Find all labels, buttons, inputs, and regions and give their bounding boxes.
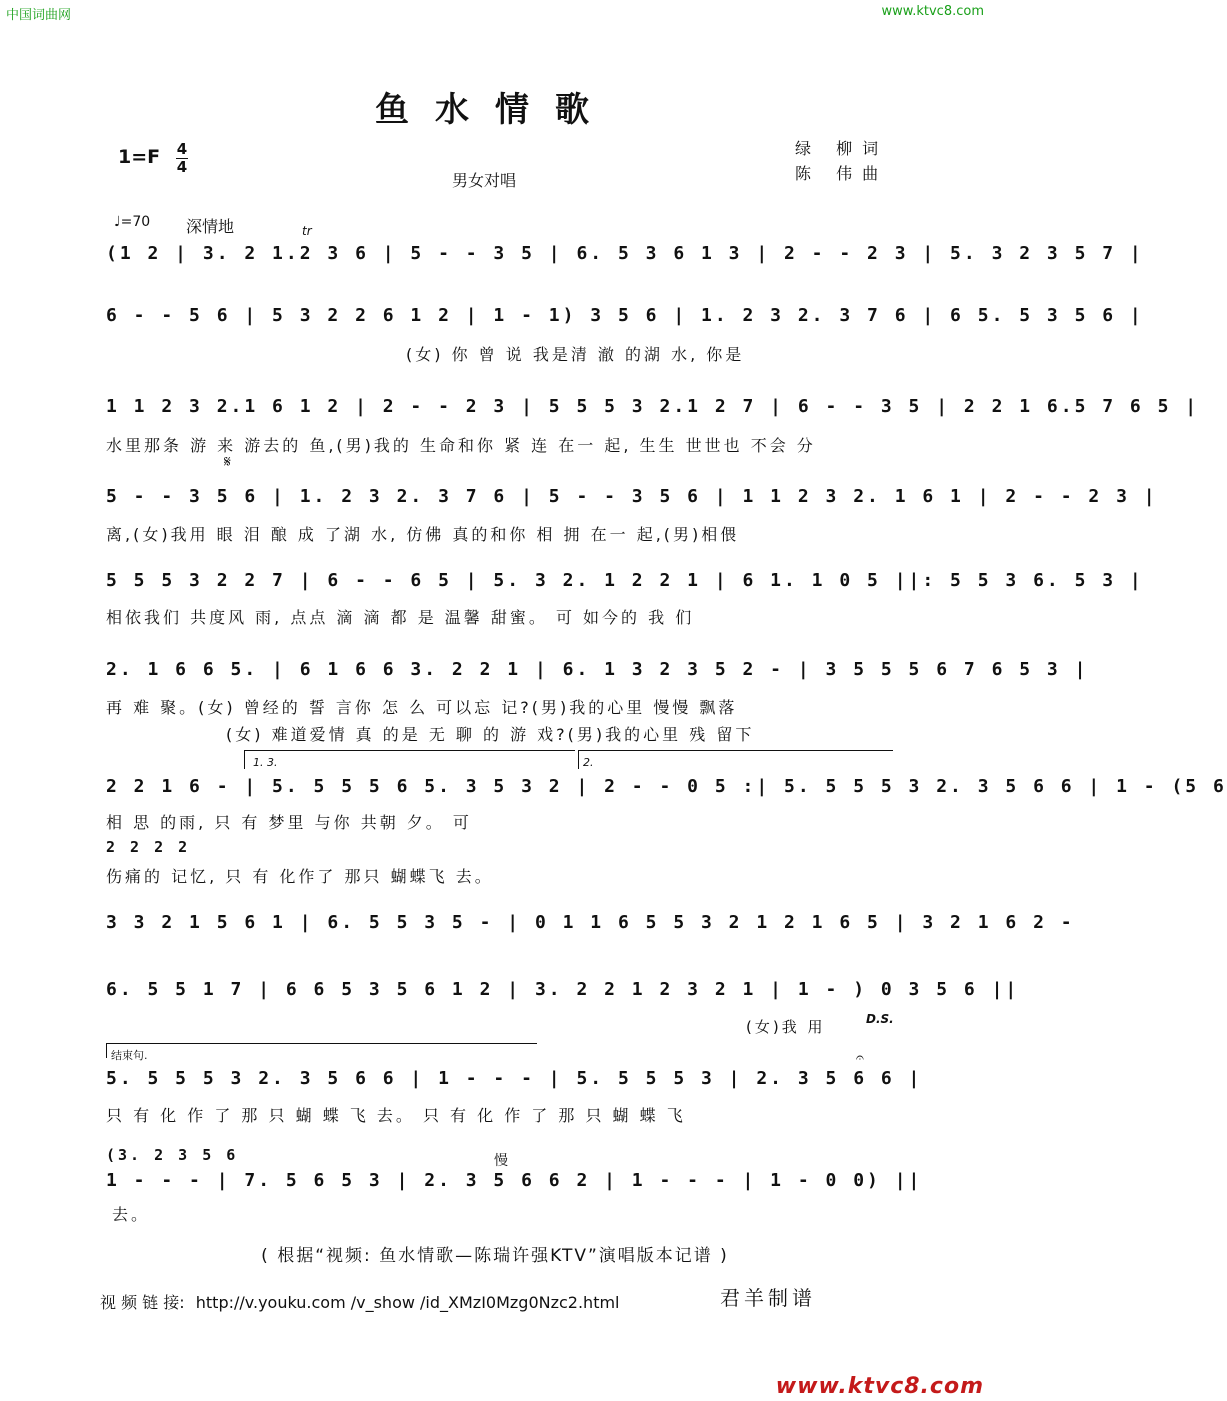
performance-note: 男女对唱 — [452, 171, 517, 190]
time-bottom: 4 — [176, 158, 188, 176]
site-name-left[interactable]: 中国词曲网 — [6, 8, 72, 23]
staff-row-9: 6. 5 5 1 7 | 6 6 5 3 5 6 1 2 | 3. 2 2 1 2 3 2 1 | 1 - ) 0 3 5 6 || — [106, 979, 1020, 1000]
transcription-note: ( 根据“视频: 鱼水情歌—陈瑞许强KTV”演唱版本记谱 ) — [261, 1246, 729, 1266]
staff-row-1: (1 2 | 3. 2 1.2 3 6 | 5 - - 3 5 | 6. 5 3 6 1 3 | 2 - - 2 3 | 5. 3 2 3 5 7 | — [106, 243, 1144, 264]
lyric-row-5: 相依我们 共度风 雨, 点点 滴 滴 都 是 温馨 甜蜜。 可 如今的 我 们 — [106, 608, 695, 627]
lyric-row-10: 只 有 化 作 了 那 只 蝴 蝶 飞 去。 只 有 化 作 了 那 只 蝴 蝶 飞 — [106, 1106, 686, 1125]
site-name-right[interactable]: www.ktvc8.com — [881, 4, 984, 19]
staff-row-6: 2. 1 6 6 5. | 6 1 6 6 3. 2 2 1 | 6. 1 3 2 3 5 2 - | 3 5 5 5 6 7 6 5 3 | — [106, 659, 1089, 680]
lyric-row-7b: 伤痛的 记忆, 只 有 化作了 那只 蝴蝶飞 去。 — [106, 867, 494, 886]
segno-mark: 𝄋 — [224, 452, 231, 471]
ending-phrase-label: 结束句. — [111, 1049, 148, 1062]
lyric-row-4: 离,(女)我用 眼 泪 酿 成 了湖 水, 仿佛 真的和你 相 拥 在一 起,(男)相偎 — [106, 525, 740, 544]
song-title: 鱼水情歌 — [375, 90, 615, 130]
lyric-row-6a: 再 难 聚。(女) 曾经的 誓 言你 怎 么 可以忘 记?(男)我的心里 慢慢 飘落 — [106, 698, 738, 717]
ending-phrase-bracket — [106, 1043, 537, 1062]
second-ending-label: 2. — [583, 756, 594, 769]
staff-row-3: 1 1 2 3 2.1 6 1 2 | 2 - - 2 3 | 5 5 5 3 2.1 2 7 | 6 - - 3 5 | 2 2 1 6.5 7 6 5 | — [106, 396, 1200, 417]
site-logo[interactable]: www.ktvc8.com — [775, 1374, 984, 1399]
ds-mark: D.S. — [866, 1012, 894, 1026]
staff-row-4: 5 - - 3 5 6 | 1. 2 3 2. 3 7 6 | 5 - - 3 5 6 | 1 1 2 3 2. 1 6 1 | 2 - - 2 3 | — [106, 486, 1158, 507]
lyric-row-3: 水里那条 游 来 游去的 鱼,(男)我的 生命和你 紧 连 在一 起, 生生 世世也 不会 分 — [106, 436, 816, 455]
second-ending-bracket — [578, 750, 893, 769]
video-link-url[interactable]: http://v.youku.com /v_show /id_XMzI0Mzg0Nzc2.html — [195, 1293, 620, 1312]
staff-row-7: 2 2 1 6 - | 5. 5 5 5 6 5. 3 5 3 2 | 2 - - 0 5 :| 5. 5 5 5 3 2. 3 5 6 6 | 1 - (5 6 — [106, 776, 1227, 797]
slow-mark: 慢 — [494, 1153, 508, 1169]
composer: 陈 伟曲 — [795, 164, 889, 183]
lyric-row-7-notes: 2 2 2 2 — [106, 838, 191, 856]
staff-row-5: 5 5 5 3 2 2 7 | 6 - - 6 5 | 5. 3 2. 1 2 2 1 | 6 1. 1 0 5 ||: 5 5 3 6. 5 3 | — [106, 570, 1144, 591]
time-signature — [176, 142, 188, 175]
lyric-row-9: (女)我 用 — [746, 1018, 826, 1036]
alt-notes-row-11: (3. 2 3 5 6 — [106, 1146, 239, 1164]
time-top: 4 — [176, 140, 188, 158]
staff-row-2: 6 - - 5 6 | 5 3 2 2 6 1 2 | 1 - 1) 3 5 6 | 1. 2 3 2. 3 7 6 | 6 5. 5 3 5 6 | — [106, 305, 1144, 326]
lyric-row-2: (女) 你 曾 说 我是清 澈 的湖 水, 你是 — [406, 345, 745, 364]
video-link-label: 视 频 链 接: — [100, 1293, 185, 1312]
first-ending-label: 1. 3. — [253, 756, 278, 769]
tempo-mark: ♩=70 — [114, 214, 151, 230]
trill-mark: tr — [302, 224, 312, 238]
lyric-row-11: 去。 — [112, 1205, 151, 1224]
expression-mark: 深情地 — [186, 217, 235, 236]
arranger-signature: 君羊制谱 — [720, 1286, 816, 1310]
video-link[interactable] — [100, 1290, 620, 1313]
key-signature: 1=F — [118, 146, 161, 168]
staff-row-11: 1 - - - | 7. 5 6 5 3 | 2. 3 5 6 6 2 | 1 - - - | 1 - 0 0) || — [106, 1170, 923, 1191]
fermata-mark: 𝄐 — [856, 1050, 864, 1066]
lyric-row-6b: (女) 难道爱情 真 的是 无 聊 的 游 戏?(男)我的心里 残 留下 — [226, 725, 755, 744]
staff-row-8: 3 3 2 1 5 6 1 | 6. 5 5 3 5 - | 0 1 1 6 5 5 3 2 1 2 1 6 5 | 3 2 1 6 2 - — [106, 912, 1075, 933]
first-ending-bracket — [244, 750, 575, 769]
lyricist: 绿 柳词 — [795, 139, 889, 158]
lyric-row-7: 相 思 的雨, 只 有 梦里 与你 共朝 夕。 可 — [106, 813, 472, 832]
credits — [795, 136, 888, 186]
staff-row-10: 5. 5 5 5 3 2. 3 5 6 6 | 1 - - - | 5. 5 5 5 3 | 2. 3 5 6 6 | — [106, 1068, 923, 1089]
